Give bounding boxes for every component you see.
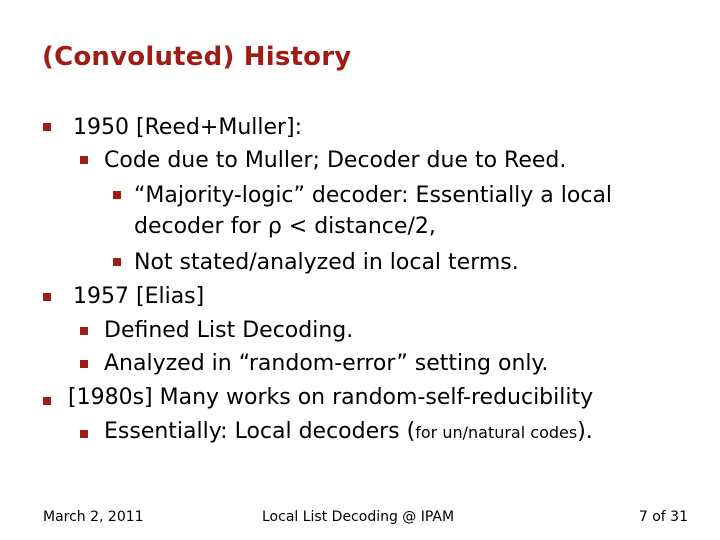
page-number: 7 of 31 bbox=[638, 509, 688, 525]
bullet-icon bbox=[80, 156, 88, 164]
list-item-code-due-to-muller: Code due to Muller; Decoder due to Reed. bbox=[104, 148, 567, 173]
list-item-defined-list-decoding: Defined List Decoding. bbox=[104, 318, 354, 343]
bullet-icon bbox=[80, 430, 88, 438]
local-decoders-text: Essentially: Local decoders ( bbox=[104, 419, 416, 444]
list-item-1980s: [1980s] Many works on random-self-reducibility bbox=[68, 385, 594, 410]
list-item-1950: 1950 [Reed+Muller]: bbox=[73, 115, 303, 140]
bullet-icon bbox=[80, 327, 88, 335]
slide-title: (Convoluted) History bbox=[42, 42, 352, 72]
footer-date: March 2, 2011 bbox=[43, 509, 144, 525]
bullet-icon bbox=[43, 123, 51, 131]
bullet-icon bbox=[113, 191, 121, 199]
bullet-icon bbox=[80, 360, 88, 368]
bullet-icon bbox=[43, 397, 51, 405]
list-item-analyzed-random-error: Analyzed in “random-error” setting only. bbox=[104, 351, 549, 376]
list-item-majority-logic: “Majority-logic” decoder: Essentially a local bbox=[134, 183, 613, 208]
list-item-majority-logic-cont: decoder for ρ < distance/2, bbox=[134, 214, 436, 239]
list-item-1957: 1957 [Elias] bbox=[73, 284, 205, 309]
list-item-not-stated: Not stated/analyzed in local terms. bbox=[134, 250, 519, 275]
local-decoders-end: ). bbox=[577, 419, 593, 444]
list-item-local-decoders bbox=[104, 418, 593, 447]
bullet-icon bbox=[43, 293, 51, 301]
bullet-icon bbox=[113, 258, 121, 266]
footer-title: Local List Decoding @ IPAM bbox=[262, 509, 455, 525]
un-natural-codes-text: for un/natural codes bbox=[415, 423, 578, 442]
